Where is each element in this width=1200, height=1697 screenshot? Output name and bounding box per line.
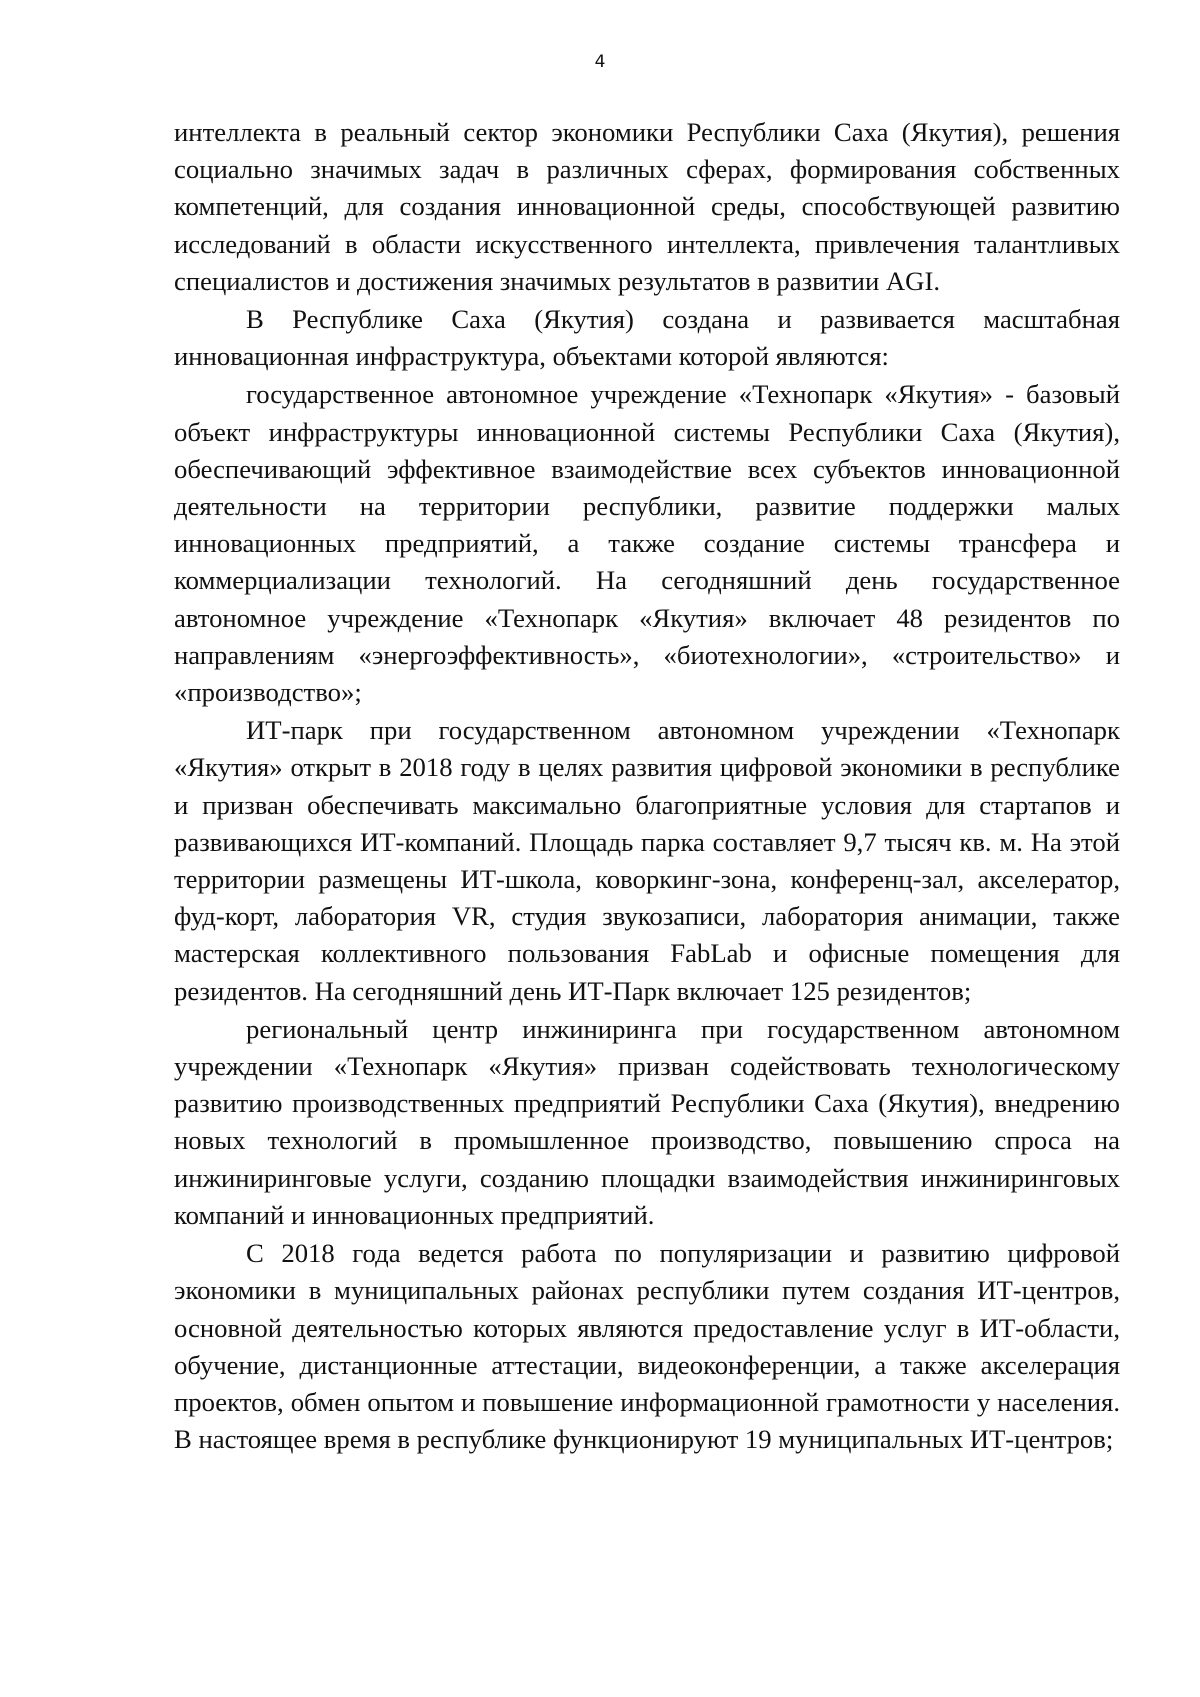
paragraph-it-centers: С 2018 года ведется работа по популяризации и развитию цифровой экономики в муниципальных районах республики путем создания ИТ-центров, основной деятельностью которых являются предоставление услуг в ИТ-области, обучение, дистанционные аттестации, видеоконференции, а также акселерация проектов, обмен опытом и повышение информационной грамотности у населения. В настоящее время в республике функционируют 19 муниципальных ИТ-центров; [174, 1238, 1120, 1455]
paragraph-technopark: государственное автономное учреждение «Технопарк «Якутия» - базовый объект инфраструктуры инновационной системы Республики Саха (Якутия), обеспечивающий эффективное взаимодействие всех субъектов инновационной деятельности на территории республики, развитие поддержки малых инновационных предприятий, а также создание системы трансфера и коммерциализации технологий. На сегодняшний день государственное автономное учреждение «Технопарк «Якутия» включает 48 резидентов по направлениям «энергоэффективность», «биотехнологии», «строительство» и «производство»; [174, 379, 1120, 708]
paragraph-engineering-center: региональный центр инжиниринга при государственном автономном учреждении «Технопарк «Якутия» призван содействовать технологическому развитию производственных предприятий Республики Саха (Якутия), внедрению новых технологий в промышленное производство, повышению спроса на инжиниринговые услуги, созданию площадки взаимодействия инжиниринговых компаний и инновационных предприятий. [174, 1013, 1120, 1230]
document-body [174, 114, 1120, 1458]
page-number: 4 [594, 52, 606, 72]
paragraph-innovation-infrastructure: В Республике Саха (Якутия) создана и развивается масштабная инновационная инфраструктура, объектами которой являются: [174, 304, 1120, 372]
paragraph-it-park: ИТ-парк при государственном автономном учреждении «Технопарк «Якутия» открыт в 2018 году в целях развития цифровой экономики в республике и призван обеспечивать максимально благоприятные условия для стартапов и развивающихся ИТ-компаний. Площадь парка составляет 9,7 тысяч кв. м. На этой территории размещены ИТ-школа, коворкинг-зона, конференц-зал, акселератор, фуд-корт, лаборатория VR, студия звукозаписи, лаборатория анимации, также мастерская коллективного пользования FabLab и офисные помещения для резидентов. На сегодняшний день ИТ-Парк включает 125 резидентов; [174, 715, 1120, 1006]
paragraph-ai-continuation: интеллекта в реальный сектор экономики Республики Саха (Якутия), решения социально значимых задач в различных сферах, формирования собственных компетенций, для создания инновационной среды, способствующей развитию исследований в области искусственного интеллекта, привлечения талантливых специалистов и достижения значимых результатов в развитии AGI. [174, 117, 1120, 296]
